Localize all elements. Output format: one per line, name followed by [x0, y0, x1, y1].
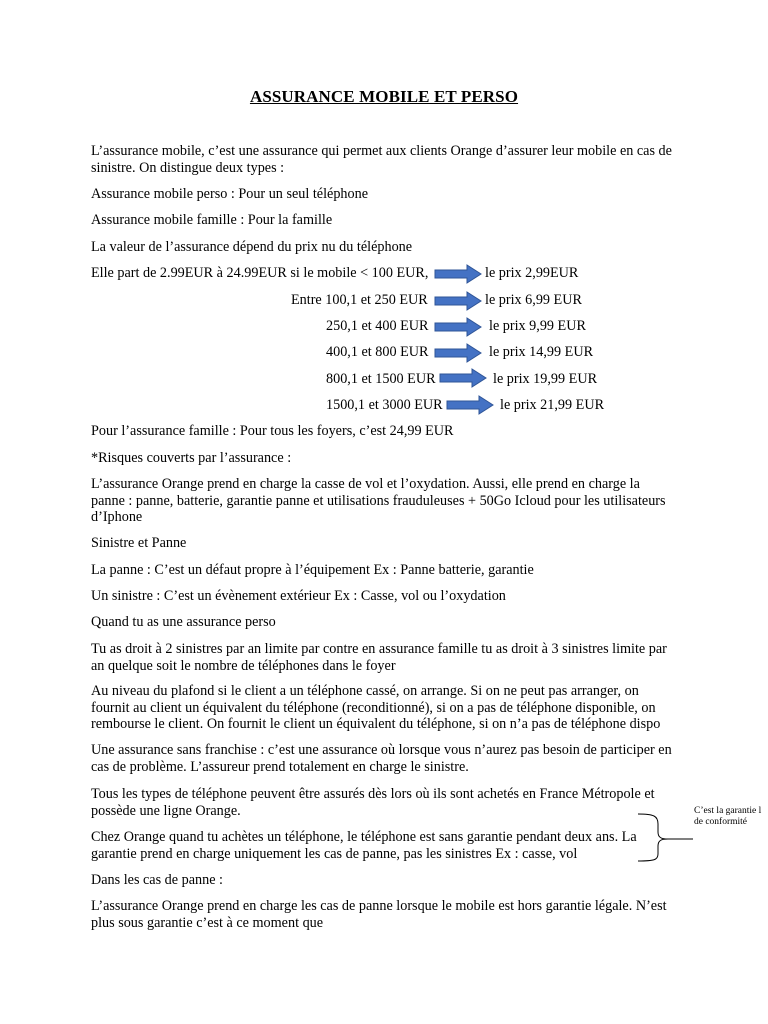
paragraph-franchise: Une assurance sans franchise : c’est une assurance où lorsque vous n’aurez pas besoin de participer en cas de problème. L’assureur prend totalement en charge le sinistre. — [91, 742, 672, 775]
price-value-6: le prix 21,99 EUR — [500, 397, 605, 413]
price-range-4: 400,1 et 800 EUR — [326, 344, 429, 360]
paragraph-sinistre-def: Un sinistre : C’est un évènement extérieur Ex : Casse, vol ou l’oxydation — [91, 588, 506, 604]
paragraph-valeur: La valeur de l’assurance dépend du prix nu du téléphone — [91, 239, 413, 255]
paragraph-quand: Quand tu as une assurance perso — [91, 614, 276, 630]
document-title: ASSURANCE MOBILE ET PERSO — [249, 87, 519, 106]
right-brace-icon — [636, 812, 694, 862]
paragraph-panne-def: La panne : C’est un défaut propre à l’équipement Ex : Panne batterie, garantie — [91, 562, 534, 578]
paragraph-droit: Tu as droit à 2 sinistres par an limite par contre en assurance famille tu as droit à 3 sinistres limite par an quelque soit le nombre de téléphones dans le foyer — [91, 641, 667, 674]
paragraph-hors-garantie: L’assurance Orange prend en charge les cas de panne lorsque le mobile est hors garantie légale. N’est plus sous garantie c’est à ce moment que — [91, 898, 667, 931]
price-range-2: Entre 100,1 et 250 EUR — [291, 292, 428, 308]
margin-comment-line: de conformité — [694, 817, 748, 827]
price-value-1: le prix 2,99EUR — [485, 265, 579, 281]
paragraph-famille-prix: Pour l’assurance famille : Pour tous les foyers, c’est 24,99 EUR — [91, 423, 454, 439]
paragraph-types: Tous les types de téléphone peuvent être assurés dès lors où ils sont achetés en France Métropole et possède une ligne Orange. — [91, 786, 655, 819]
price-value-3: le prix 9,99 EUR — [489, 318, 586, 334]
paragraph-perso: Assurance mobile perso : Pour un seul téléphone — [91, 186, 368, 202]
right-arrow-icon — [434, 317, 482, 337]
price-range-3: 250,1 et 400 EUR — [326, 318, 429, 334]
paragraph-famille: Assurance mobile famille : Pour la famille — [91, 212, 333, 228]
price-range-5: 800,1 et 1500 EUR — [326, 371, 436, 387]
right-arrow-icon — [434, 343, 482, 363]
paragraph-intro: L’assurance mobile, c’est une assurance qui permet aux clients Orange d’assurer leur mobile en cas de sinistre. On distingue deux types : — [91, 143, 672, 176]
price-value-5: le prix 19,99 EUR — [493, 371, 598, 387]
right-arrow-icon — [434, 264, 482, 284]
paragraph-plafond: Au niveau du plafond si le client a un téléphone cassé, on arrange. Si on ne peut pas arranger, on fournit au client un équivalent du téléphone (reconditionné), si on a pas de téléphone disponible, on rembourse le client. On fournit le client un équivalent du téléphone, si on n’a pas de téléphone dispo — [91, 683, 661, 733]
paragraph-sinistre-panne: Sinistre et Panne — [91, 535, 187, 551]
right-arrow-icon — [439, 368, 487, 388]
price-value-4: le prix 14,99 EUR — [489, 344, 594, 360]
paragraph-prise-en-charge: L’assurance Orange prend en charge la casse de vol et l’oxydation. Aussi, elle prend en charge la panne : panne, batterie, garantie panne et utilisations frauduleuses + 50Go Icloud pour les utilisateurs d’Iphone — [91, 476, 666, 526]
margin-comment — [694, 806, 768, 828]
paragraph-risques: *Risques couverts par l’assurance : — [91, 450, 292, 466]
right-arrow-icon — [434, 291, 482, 311]
margin-comment-line: C’est la garantie l — [694, 806, 762, 816]
paragraph-cas-panne: Dans les cas de panne : — [91, 872, 223, 888]
price-value-2: le prix 6,99 EUR — [485, 292, 582, 308]
right-arrow-icon — [446, 395, 494, 415]
price-range-6: 1500,1 et 3000 EUR — [326, 397, 443, 413]
price-range-1: Elle part de 2.99EUR à 24.99EUR si le mobile < 100 EUR, — [91, 265, 429, 281]
paragraph-chez-orange: Chez Orange quand tu achètes un téléphone, le téléphone est sans garantie pendant deux ans. La garantie prend en charge uniquement les cas de panne, pas les sinistres Ex : casse, vol — [91, 829, 637, 862]
